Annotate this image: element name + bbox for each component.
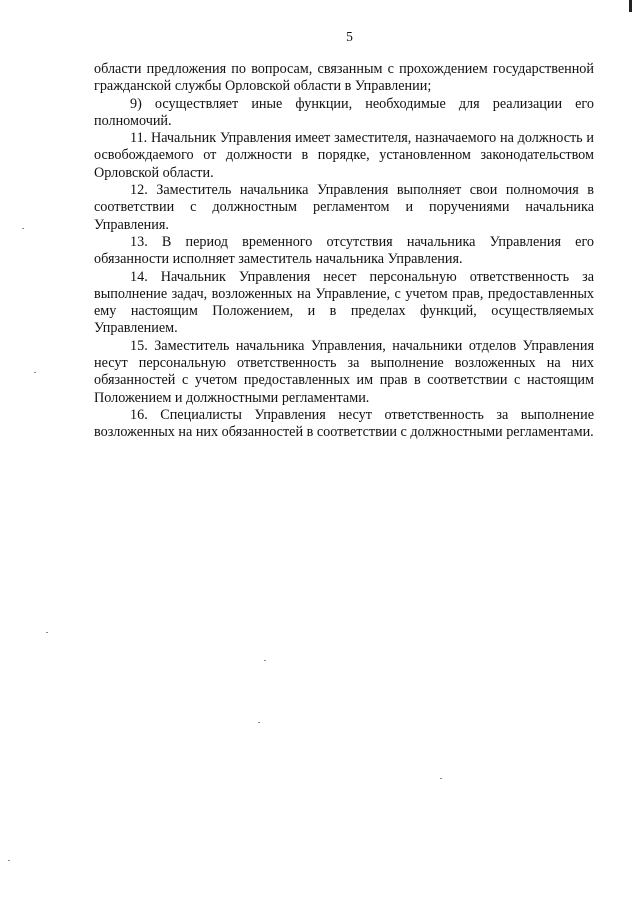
scan-speck [22, 228, 24, 229]
paragraph-16: 16. Специалисты Управления несут ответственность за выполнение возложенных на них обязанностей в соответствии с должностными регламентами. [94, 406, 594, 441]
scan-corner-mark [629, 0, 632, 12]
paragraph-13: 13. В период временного отсутствия начальника Управления его обязанности исполняет заместитель начальника Управления. [94, 233, 594, 268]
paragraph-item-9: 9) осуществляет иные функции, необходимые для реализации его полномочий. [94, 95, 594, 129]
page-number: 5 [346, 29, 353, 44]
document-body [94, 61, 594, 442]
scan-speck [258, 722, 260, 723]
scan-speck [8, 860, 10, 861]
scan-speck [34, 372, 36, 373]
paragraph-12: 12. Заместитель начальника Управления выполняет свои полномочия в соответствии с должностным регламентом и поручениями начальника Управления. [94, 182, 594, 233]
scan-speck [440, 778, 442, 779]
paragraph-continuation: области предложения по вопросам, связанным с прохождением государственной гражданской службы Орловской области в Управлении; [94, 61, 594, 95]
paragraph-14: 14. Начальник Управления несет персональную ответственность за выполнение задач, возложенных на Управление, с учетом прав, предоставленных ему настоящим Положением, и в пределах функций, осуществляемых Управлением. [94, 268, 594, 337]
scan-speck [46, 632, 48, 633]
paragraph-15: 15. Заместитель начальника Управления, начальники отделов Управления несут персональную ответственность за выполнение возложенных на них обязанностей с учетом предоставленных им прав в соответствии с настоящим Положением и должностными регламентами. [94, 337, 594, 406]
scan-speck [264, 660, 266, 661]
paragraph-11: 11. Начальник Управления имеет заместителя, назначаемого на должность и освобождаемого от должности в порядке, установленном законодательством Орловской области. [94, 130, 594, 181]
